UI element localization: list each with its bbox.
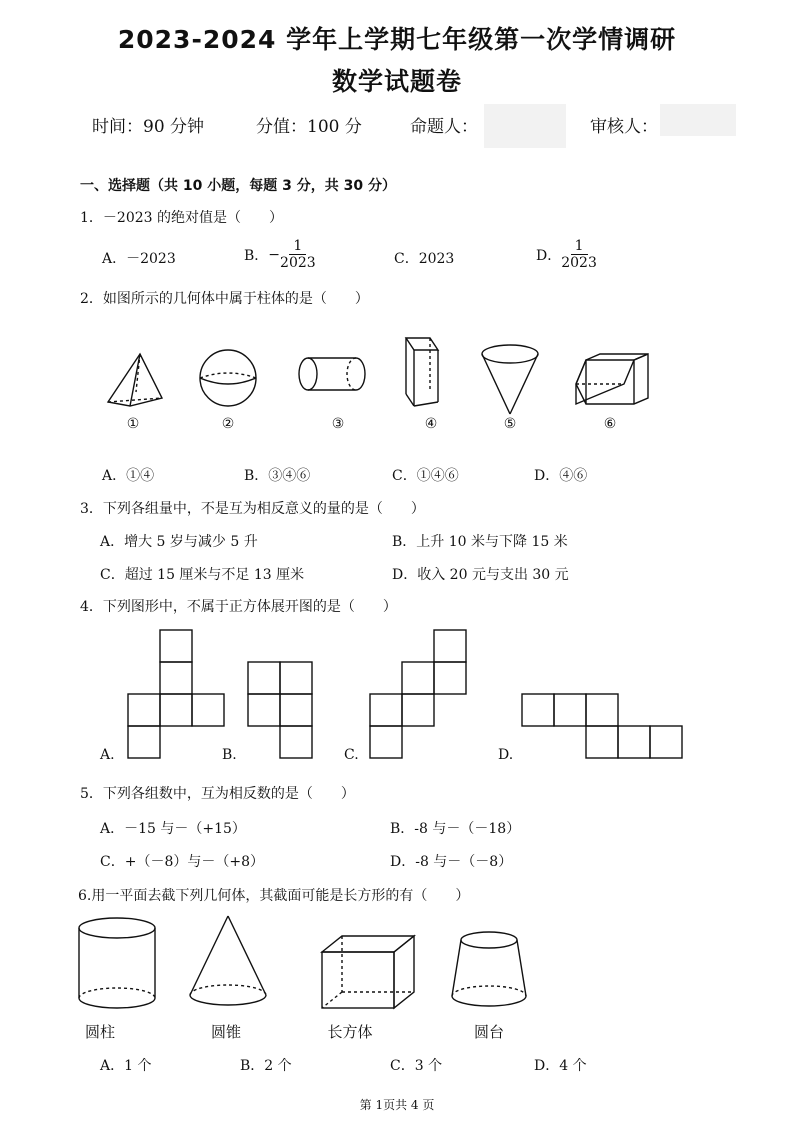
exam-title: 2023-2024 学年上学期七年级第一次学情调研 (117, 25, 677, 54)
reviewer-blank (660, 104, 736, 136)
q5-option-a: A．－15 与－（+15） (100, 821, 246, 837)
shape-label-6: ⑥ (603, 416, 617, 432)
cylinder-horizontal-shape (299, 358, 365, 390)
frustum-shape (452, 932, 526, 1006)
q2-solids-figure (100, 332, 660, 442)
q1-option-d (536, 238, 597, 271)
q4-option-b: B. (222, 747, 237, 763)
q1-option-c: C．2023 (394, 251, 455, 267)
q4-option-a: A. (100, 747, 115, 763)
pyramid-shape (108, 354, 162, 406)
net-a-shape (128, 630, 224, 758)
q1-d-numerator: 1 (571, 238, 588, 255)
solid-label-frustum: 圆台 (473, 1023, 505, 1041)
cylinder-shape (79, 918, 155, 1008)
q1-d-denominator: 2023 (561, 255, 597, 272)
page-number: 第 1页共 4 页 (359, 1098, 435, 1112)
q6-option-b: B．2 个 (240, 1058, 292, 1074)
shape-label-3: ③ (331, 416, 345, 432)
q1-option-b (244, 238, 316, 271)
q5-option-c: C．+（－8）与－（+8） (100, 854, 264, 870)
shape-label-4: ④ (424, 416, 438, 432)
solid-label-cone: 圆锥 (210, 1023, 242, 1041)
reviewer-label: 审核人： (590, 117, 658, 137)
exam-time: 时间：90 分钟 (92, 117, 205, 137)
q3-option-c: C．超过 15 厘米与不足 13 厘米 (100, 567, 305, 583)
q4-option-d: D. (498, 747, 514, 763)
q1-option-b-sign: − (268, 246, 281, 263)
q2-option-c: C．①④⑥ (392, 468, 459, 484)
cone-shape (190, 916, 266, 1005)
net-d-shape (522, 694, 682, 758)
q4-nets-figure (0, 625, 794, 765)
shape-label-2: ② (221, 416, 235, 432)
section-heading: 一、选择题（共 10 小题，每题 3 分，共 30 分） (80, 178, 396, 194)
q6-option-c: C．3 个 (390, 1058, 443, 1074)
cone-inverted-shape (482, 345, 538, 414)
question-1-stem: 1．－2023 的绝对值是（ ） (80, 210, 283, 226)
q1-option-d-label: D． (536, 247, 562, 264)
author-label: 命题人： (410, 117, 478, 137)
question-5-stem: 5．下列各组数中，互为相反数的是（ ） (80, 786, 355, 802)
sphere-shape (200, 350, 256, 406)
q3-option-b: B．上升 10 米与下降 15 米 (392, 534, 568, 550)
q2-option-a: A．①④ (102, 468, 155, 484)
net-b-shape (248, 662, 312, 758)
q6-option-a: A．1 个 (100, 1058, 152, 1074)
exam-subtitle: 数学试题卷 (331, 67, 462, 96)
q1-option-a: A．－2023 (102, 251, 176, 267)
shape-label-5: ⑤ (503, 416, 517, 432)
q3-option-d: D．收入 20 元与支出 30 元 (392, 567, 569, 583)
net-c-shape (370, 630, 466, 758)
q6-solids-figure (0, 910, 794, 1045)
prism-horizontal-shape (576, 354, 648, 404)
question-2-stem: 2．如图所示的几何体中属于柱体的是（ ） (80, 291, 369, 307)
q1-option-d-fraction (561, 238, 597, 271)
question-6-stem: 6.用一平面去截下列几何体，其截面可能是长方形的有（ ） (78, 888, 470, 904)
q2-option-d: D．④⑥ (534, 468, 588, 484)
shape-label-1: ① (126, 416, 140, 432)
solid-label-cuboid: 长方体 (327, 1023, 373, 1041)
q3-option-a: A．增大 5 岁与减少 5 升 (100, 534, 258, 550)
q1-option-b-fraction (280, 238, 316, 271)
author-blank (484, 104, 566, 148)
q1-b-denominator: 2023 (280, 255, 316, 272)
cuboid-shape (322, 936, 414, 1008)
q2-option-b: B．③④⑥ (244, 468, 311, 484)
q5-option-b: B．-8 与－（－18） (390, 821, 521, 837)
q1-option-b-label: B． (244, 247, 269, 264)
q6-option-d: D．4 个 (534, 1058, 587, 1074)
question-3-stem: 3．下列各组量中，不是互为相反意义的量的是（ ） (80, 501, 425, 517)
q4-option-c: C. (344, 747, 359, 763)
exam-score: 分值：100 分 (256, 117, 362, 137)
solid-label-cylinder: 圆柱 (84, 1023, 116, 1041)
q5-option-d: D．-8 与－（－8） (390, 854, 513, 870)
q1-b-numerator: 1 (289, 238, 306, 255)
question-4-stem: 4．下列图形中，不属于正方体展开图的是（ ） (80, 599, 397, 615)
prism-upright-shape (406, 338, 438, 406)
